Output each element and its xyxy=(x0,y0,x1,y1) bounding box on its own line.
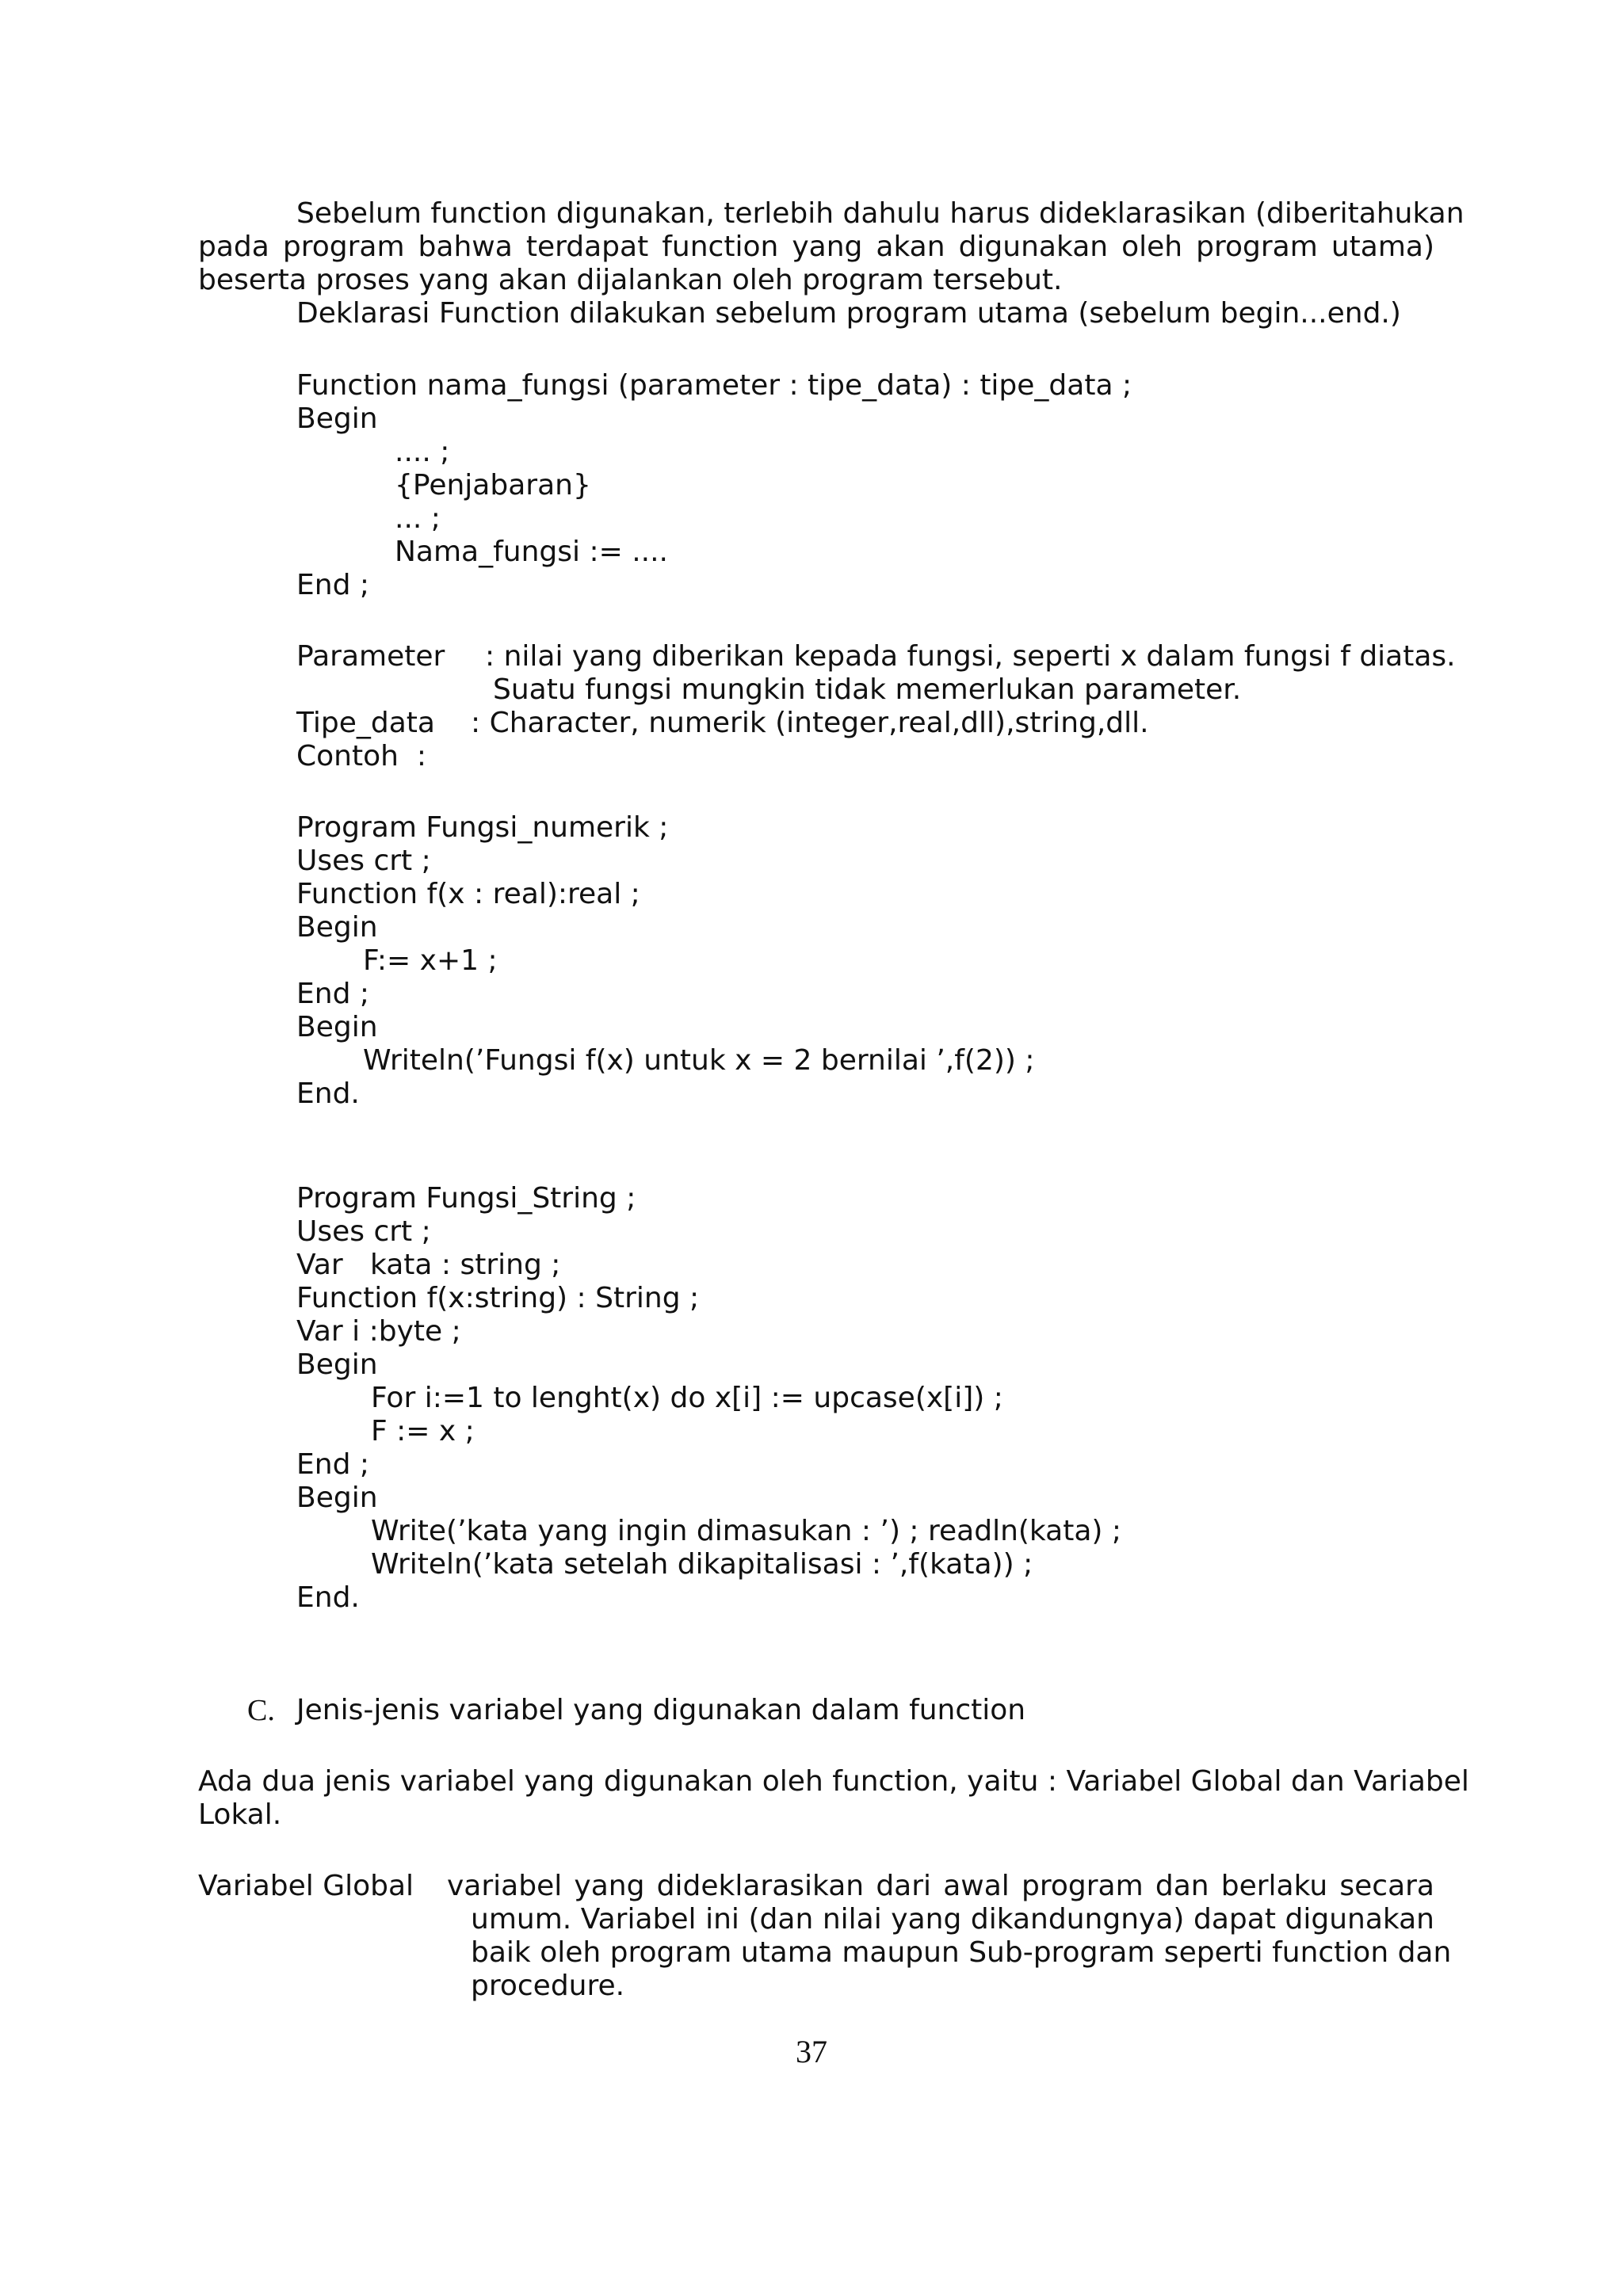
intro-line-1: Sebelum function digunakan, terlebih dahulu harus dideklarasikan (diberitahukan xyxy=(296,197,1465,230)
variabel-global-term: Variabel Global xyxy=(198,1870,414,1902)
parameter-term: Parameter xyxy=(296,640,445,673)
intro-declaration-line: Deklarasi Function dilakukan sebelum program utama (sebelum begin...end.) xyxy=(296,297,1401,330)
code-line: Begin xyxy=(296,911,378,944)
page-number: 37 xyxy=(796,2034,827,2069)
code-line: Begin xyxy=(296,1011,378,1043)
tipe-data-desc: : Character, numerik (integer,real,dll),string,dll. xyxy=(471,707,1149,739)
syntax-line: Nama_fungsi := .... xyxy=(395,536,668,568)
contoh-label: Contoh : xyxy=(296,740,426,772)
variabel-intro-line-1: Ada dua jenis variabel yang digunakan oleh function, yaitu : Variabel Global dan Variabel xyxy=(198,1765,1469,1798)
tipe-data-term: Tipe_data xyxy=(296,707,435,739)
code-line: F := x ; xyxy=(371,1415,475,1447)
parameter-desc-1: : nilai yang diberikan kepada fungsi, seperti x dalam fungsi f diatas. xyxy=(485,640,1456,673)
syntax-line: Function nama_fungsi (parameter : tipe_data) : tipe_data ; xyxy=(296,369,1132,402)
parameter-desc-2: Suatu fungsi mungkin tidak memerlukan parameter. xyxy=(493,673,1242,706)
variabel-global-line-1: variabel yang dideklarasikan dari awal program dan berlaku secara xyxy=(447,1870,1434,1902)
code-line: Begin xyxy=(296,1348,378,1381)
code-line: Var i :byte ; xyxy=(296,1315,461,1348)
code-line: End ; xyxy=(296,1448,369,1481)
code-line: For i:=1 to lenght(x) do x[i] := upcase(x[i]) ; xyxy=(371,1382,1003,1414)
code-line: Var kata : string ; xyxy=(296,1249,561,1281)
code-line: Function f(x:string) : String ; xyxy=(296,1282,700,1314)
code-line: Writeln(’kata setelah dikapitalisasi : ’,f(kata)) ; xyxy=(371,1548,1033,1581)
syntax-line: Begin xyxy=(296,402,378,435)
section-letter: C. xyxy=(247,1694,275,1727)
code-line: Uses crt ; xyxy=(296,1215,431,1248)
code-line: Program Fungsi_numerik ; xyxy=(296,811,669,844)
code-line: Uses crt ; xyxy=(296,845,431,877)
intro-line-2: pada program bahwa terdapat function yang akan digunakan oleh program utama) xyxy=(198,231,1434,263)
code-line: Program Fungsi_String ; xyxy=(296,1182,636,1215)
syntax-line: {Penjabaran} xyxy=(395,469,591,502)
code-line: Begin xyxy=(296,1482,378,1514)
code-line: End. xyxy=(296,1077,360,1110)
code-line: End. xyxy=(296,1581,360,1614)
code-line: F:= x+1 ; xyxy=(363,944,498,977)
code-line: End ; xyxy=(296,978,369,1010)
variabel-global-line-3: baik oleh program utama maupun Sub-program seperti function dan xyxy=(471,1936,1452,1969)
variabel-intro-line-2: Lokal. xyxy=(198,1798,282,1831)
intro-line-3: beserta proses yang akan dijalankan oleh program tersebut. xyxy=(198,264,1063,296)
section-title: Jenis-jenis variabel yang digunakan dalam function xyxy=(296,1694,1026,1726)
variabel-global-line-4: procedure. xyxy=(471,1970,625,2002)
code-line: Writeln(’Fungsi f(x) untuk x = 2 bernilai ’,f(2)) ; xyxy=(363,1044,1035,1077)
syntax-line: .... ; xyxy=(395,436,450,468)
variabel-global-line-2: umum. Variabel ini (dan nilai yang dikandungnya) dapat digunakan xyxy=(471,1903,1434,1936)
syntax-line: End ; xyxy=(296,569,369,601)
code-line: Function f(x : real):real ; xyxy=(296,878,640,910)
syntax-line: ... ; xyxy=(395,502,441,535)
code-line: Write(’kata yang ingin dimasukan : ’) ; readln(kata) ; xyxy=(371,1515,1122,1547)
